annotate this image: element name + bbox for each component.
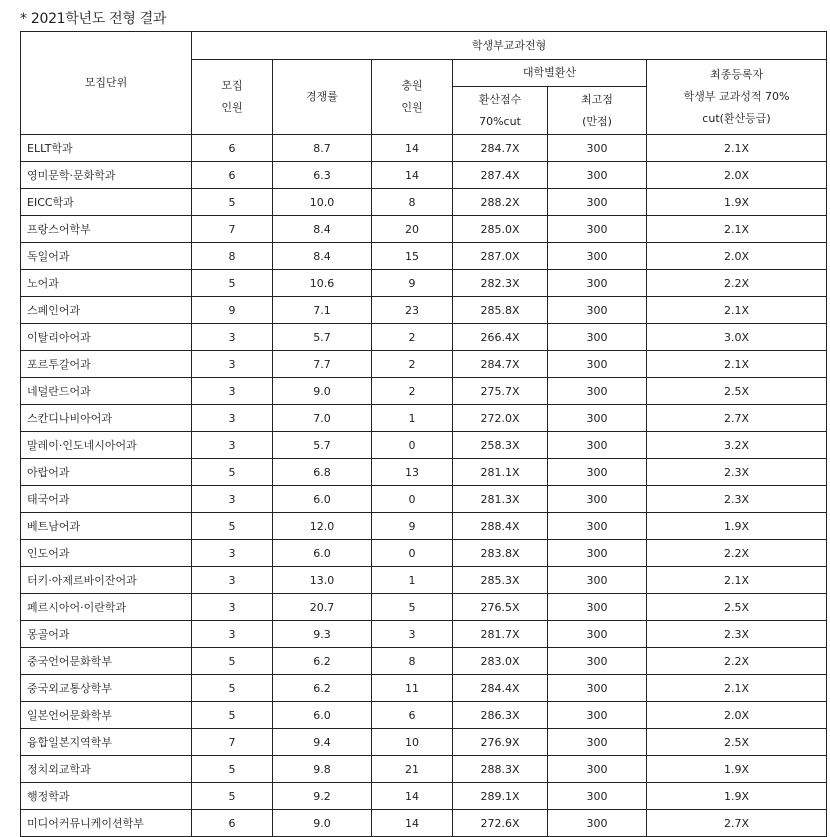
cell-name: 몽골어과 xyxy=(21,621,192,648)
cell-competition: 10.6 xyxy=(273,270,372,297)
cell-final: 2.1X xyxy=(647,675,827,702)
table-row xyxy=(21,162,827,189)
cell-max-score: 300 xyxy=(548,270,647,297)
cell-additional: 1 xyxy=(372,405,453,432)
cell-quota: 3 xyxy=(192,351,273,378)
cell-quota: 9 xyxy=(192,297,273,324)
cell-competition: 12.0 xyxy=(273,513,372,540)
cell-name: ELLT학과 xyxy=(21,135,192,162)
cell-final: 2.1X xyxy=(647,567,827,594)
cell-competition: 9.4 xyxy=(273,729,372,756)
cell-score: 284.7X xyxy=(453,351,548,378)
header-quota: 모집 인원 xyxy=(192,60,273,135)
cell-score: 288.2X xyxy=(453,189,548,216)
cell-competition: 5.7 xyxy=(273,432,372,459)
table-row xyxy=(21,297,827,324)
cell-final: 2.1X xyxy=(647,297,827,324)
table-row xyxy=(21,324,827,351)
cell-final: 2.5X xyxy=(647,729,827,756)
cell-score: 288.4X xyxy=(453,513,548,540)
cell-name: 이탈리아어과 xyxy=(21,324,192,351)
cell-competition: 9.0 xyxy=(273,378,372,405)
cell-quota: 5 xyxy=(192,648,273,675)
cell-competition: 6.0 xyxy=(273,486,372,513)
cell-score: 287.0X xyxy=(453,243,548,270)
cell-name: 일본언어문화학부 xyxy=(21,702,192,729)
cell-name: 프랑스어학부 xyxy=(21,216,192,243)
cell-quota: 6 xyxy=(192,135,273,162)
cell-quota: 3 xyxy=(192,324,273,351)
header-competition: 경쟁률 xyxy=(273,60,372,135)
cell-final: 2.0X xyxy=(647,702,827,729)
cell-max-score: 300 xyxy=(548,351,647,378)
table-row xyxy=(21,729,827,756)
cell-quota: 3 xyxy=(192,405,273,432)
cell-quota: 5 xyxy=(192,783,273,810)
cell-quota: 3 xyxy=(192,486,273,513)
cell-name: 터키·아제르바이잔어과 xyxy=(21,567,192,594)
cell-competition: 6.2 xyxy=(273,648,372,675)
cell-score: 283.8X xyxy=(453,540,548,567)
cell-competition: 6.3 xyxy=(273,162,372,189)
cell-competition: 6.8 xyxy=(273,459,372,486)
cell-max-score: 300 xyxy=(548,729,647,756)
cell-name: 융합일본지역학부 xyxy=(21,729,192,756)
cell-additional: 5 xyxy=(372,594,453,621)
cell-score: 281.1X xyxy=(453,459,548,486)
cell-additional: 2 xyxy=(372,378,453,405)
cell-quota: 5 xyxy=(192,270,273,297)
header-conversion: 대학별환산 xyxy=(453,60,647,87)
cell-max-score: 300 xyxy=(548,540,647,567)
cell-score: 285.3X xyxy=(453,567,548,594)
cell-score: 281.7X xyxy=(453,621,548,648)
cell-name: EICC학과 xyxy=(21,189,192,216)
cell-additional: 3 xyxy=(372,621,453,648)
cell-additional: 0 xyxy=(372,432,453,459)
cell-additional: 20 xyxy=(372,216,453,243)
cell-final: 2.3X xyxy=(647,486,827,513)
cell-additional: 14 xyxy=(372,783,453,810)
table-row xyxy=(21,540,827,567)
cell-additional: 8 xyxy=(372,648,453,675)
cell-max-score: 300 xyxy=(548,783,647,810)
cell-final: 2.3X xyxy=(647,459,827,486)
cell-quota: 5 xyxy=(192,702,273,729)
cell-score: 288.3X xyxy=(453,756,548,783)
table-row xyxy=(21,648,827,675)
cell-quota: 7 xyxy=(192,729,273,756)
cell-final: 2.5X xyxy=(647,378,827,405)
cell-score: 272.6X xyxy=(453,810,548,837)
cell-name: 독일어과 xyxy=(21,243,192,270)
cell-max-score: 300 xyxy=(548,810,647,837)
table-row xyxy=(21,216,827,243)
table-row xyxy=(21,513,827,540)
table-row xyxy=(21,351,827,378)
cell-competition: 9.0 xyxy=(273,810,372,837)
cell-additional: 21 xyxy=(372,756,453,783)
table-row xyxy=(21,189,827,216)
cell-additional: 15 xyxy=(372,243,453,270)
cell-competition: 7.0 xyxy=(273,405,372,432)
cell-final: 2.0X xyxy=(647,243,827,270)
cell-competition: 6.0 xyxy=(273,702,372,729)
cell-additional: 2 xyxy=(372,324,453,351)
cell-max-score: 300 xyxy=(548,621,647,648)
cell-max-score: 300 xyxy=(548,567,647,594)
cell-additional: 0 xyxy=(372,540,453,567)
cell-additional: 1 xyxy=(372,567,453,594)
table-row xyxy=(21,810,827,837)
cell-max-score: 300 xyxy=(548,378,647,405)
cell-quota: 3 xyxy=(192,594,273,621)
cell-additional: 10 xyxy=(372,729,453,756)
cell-additional: 9 xyxy=(372,513,453,540)
cell-final: 1.9X xyxy=(647,783,827,810)
cell-quota: 3 xyxy=(192,432,273,459)
cell-score: 283.0X xyxy=(453,648,548,675)
cell-quota: 8 xyxy=(192,243,273,270)
cell-quota: 5 xyxy=(192,756,273,783)
cell-max-score: 300 xyxy=(548,675,647,702)
cell-score: 276.5X xyxy=(453,594,548,621)
cell-score: 285.0X xyxy=(453,216,548,243)
cell-quota: 6 xyxy=(192,810,273,837)
cell-name: 행정학과 xyxy=(21,783,192,810)
cell-score: 285.8X xyxy=(453,297,548,324)
page-title: * 2021학년도 전형 결과 xyxy=(20,11,167,27)
cell-max-score: 300 xyxy=(548,135,647,162)
cell-additional: 8 xyxy=(372,189,453,216)
cell-name: 페르시아어·이란학과 xyxy=(21,594,192,621)
cell-name: 네덜란드어과 xyxy=(21,378,192,405)
cell-final: 2.0X xyxy=(647,162,827,189)
cell-score: 286.3X xyxy=(453,702,548,729)
cell-name: 노어과 xyxy=(21,270,192,297)
cell-final: 3.0X xyxy=(647,324,827,351)
cell-max-score: 300 xyxy=(548,216,647,243)
cell-score: 272.0X xyxy=(453,405,548,432)
cell-name: 인도어과 xyxy=(21,540,192,567)
header-score: 환산점수 70%cut xyxy=(453,87,548,135)
cell-max-score: 300 xyxy=(548,243,647,270)
cell-final: 2.1X xyxy=(647,216,827,243)
cell-competition: 8.4 xyxy=(273,216,372,243)
cell-score: 289.1X xyxy=(453,783,548,810)
table-row xyxy=(21,270,827,297)
cell-additional: 6 xyxy=(372,702,453,729)
cell-quota: 3 xyxy=(192,378,273,405)
table-row xyxy=(21,567,827,594)
cell-competition: 7.7 xyxy=(273,351,372,378)
cell-competition: 7.1 xyxy=(273,297,372,324)
cell-max-score: 300 xyxy=(548,513,647,540)
cell-name: 미디어커뮤니케이션학부 xyxy=(21,810,192,837)
cell-max-score: 300 xyxy=(548,648,647,675)
cell-name: 베트남어과 xyxy=(21,513,192,540)
cell-score: 281.3X xyxy=(453,486,548,513)
cell-quota: 3 xyxy=(192,540,273,567)
cell-max-score: 300 xyxy=(548,432,647,459)
cell-additional: 13 xyxy=(372,459,453,486)
cell-quota: 3 xyxy=(192,621,273,648)
cell-max-score: 300 xyxy=(548,702,647,729)
cell-competition: 8.7 xyxy=(273,135,372,162)
cell-final: 2.7X xyxy=(647,405,827,432)
cell-additional: 9 xyxy=(372,270,453,297)
cell-competition: 9.3 xyxy=(273,621,372,648)
cell-competition: 6.2 xyxy=(273,675,372,702)
cell-score: 284.4X xyxy=(453,675,548,702)
cell-max-score: 300 xyxy=(548,189,647,216)
cell-quota: 5 xyxy=(192,513,273,540)
table-row xyxy=(21,621,827,648)
cell-name: 아랍어과 xyxy=(21,459,192,486)
cell-max-score: 300 xyxy=(548,459,647,486)
cell-final: 2.2X xyxy=(647,540,827,567)
cell-final: 2.1X xyxy=(647,135,827,162)
cell-final: 3.2X xyxy=(647,432,827,459)
cell-final: 2.7X xyxy=(647,810,827,837)
cell-name: 포르투갈어과 xyxy=(21,351,192,378)
cell-final: 2.3X xyxy=(647,621,827,648)
cell-max-score: 300 xyxy=(548,486,647,513)
cell-max-score: 300 xyxy=(548,594,647,621)
cell-quota: 5 xyxy=(192,189,273,216)
table-row xyxy=(21,243,827,270)
cell-competition: 5.7 xyxy=(273,324,372,351)
cell-additional: 14 xyxy=(372,810,453,837)
header-unit: 모집단위 xyxy=(21,32,192,135)
table-row xyxy=(21,756,827,783)
cell-max-score: 300 xyxy=(548,297,647,324)
cell-competition: 20.7 xyxy=(273,594,372,621)
cell-final: 1.9X xyxy=(647,513,827,540)
cell-score: 287.4X xyxy=(453,162,548,189)
cell-score: 276.9X xyxy=(453,729,548,756)
cell-quota: 7 xyxy=(192,216,273,243)
cell-max-score: 300 xyxy=(548,756,647,783)
header-max-score: 최고점 (만점) xyxy=(548,87,647,135)
cell-additional: 11 xyxy=(372,675,453,702)
cell-final: 2.2X xyxy=(647,648,827,675)
header-additional: 충원 인원 xyxy=(372,60,453,135)
cell-name: 스칸디나비아어과 xyxy=(21,405,192,432)
cell-score: 266.4X xyxy=(453,324,548,351)
table-body xyxy=(21,135,827,837)
table-row xyxy=(21,405,827,432)
cell-name: 태국어과 xyxy=(21,486,192,513)
cell-max-score: 300 xyxy=(548,324,647,351)
cell-final: 1.9X xyxy=(647,756,827,783)
cell-competition: 6.0 xyxy=(273,540,372,567)
header-group: 학생부교과전형 xyxy=(192,32,827,60)
cell-score: 275.7X xyxy=(453,378,548,405)
cell-competition: 10.0 xyxy=(273,189,372,216)
cell-score: 258.3X xyxy=(453,432,548,459)
cell-score: 282.3X xyxy=(453,270,548,297)
cell-quota: 5 xyxy=(192,459,273,486)
cell-quota: 3 xyxy=(192,567,273,594)
cell-additional: 2 xyxy=(372,351,453,378)
cell-score: 284.7X xyxy=(453,135,548,162)
header-final: 최종등록자 학생부 교과성적 70% cut(환산등급) xyxy=(647,60,827,135)
cell-final: 2.2X xyxy=(647,270,827,297)
cell-competition: 9.8 xyxy=(273,756,372,783)
cell-name: 중국외교통상학부 xyxy=(21,675,192,702)
cell-additional: 14 xyxy=(372,135,453,162)
cell-quota: 6 xyxy=(192,162,273,189)
table-row xyxy=(21,486,827,513)
table-row xyxy=(21,675,827,702)
table-row xyxy=(21,459,827,486)
cell-final: 1.9X xyxy=(647,189,827,216)
cell-max-score: 300 xyxy=(548,162,647,189)
table-row xyxy=(21,378,827,405)
cell-name: 스페인어과 xyxy=(21,297,192,324)
cell-additional: 14 xyxy=(372,162,453,189)
cell-additional: 0 xyxy=(372,486,453,513)
table-row xyxy=(21,135,827,162)
cell-final: 2.5X xyxy=(647,594,827,621)
cell-quota: 5 xyxy=(192,675,273,702)
admission-results-table xyxy=(20,31,827,837)
table-row xyxy=(21,432,827,459)
table-row xyxy=(21,594,827,621)
cell-final: 2.1X xyxy=(647,351,827,378)
cell-name: 영미문학·문화학과 xyxy=(21,162,192,189)
cell-name: 중국언어문화학부 xyxy=(21,648,192,675)
table-row xyxy=(21,702,827,729)
cell-max-score: 300 xyxy=(548,405,647,432)
cell-competition: 13.0 xyxy=(273,567,372,594)
cell-name: 말레이·인도네시아어과 xyxy=(21,432,192,459)
cell-competition: 9.2 xyxy=(273,783,372,810)
cell-name: 정치외교학과 xyxy=(21,756,192,783)
cell-competition: 8.4 xyxy=(273,243,372,270)
cell-additional: 23 xyxy=(372,297,453,324)
table-row xyxy=(21,783,827,810)
